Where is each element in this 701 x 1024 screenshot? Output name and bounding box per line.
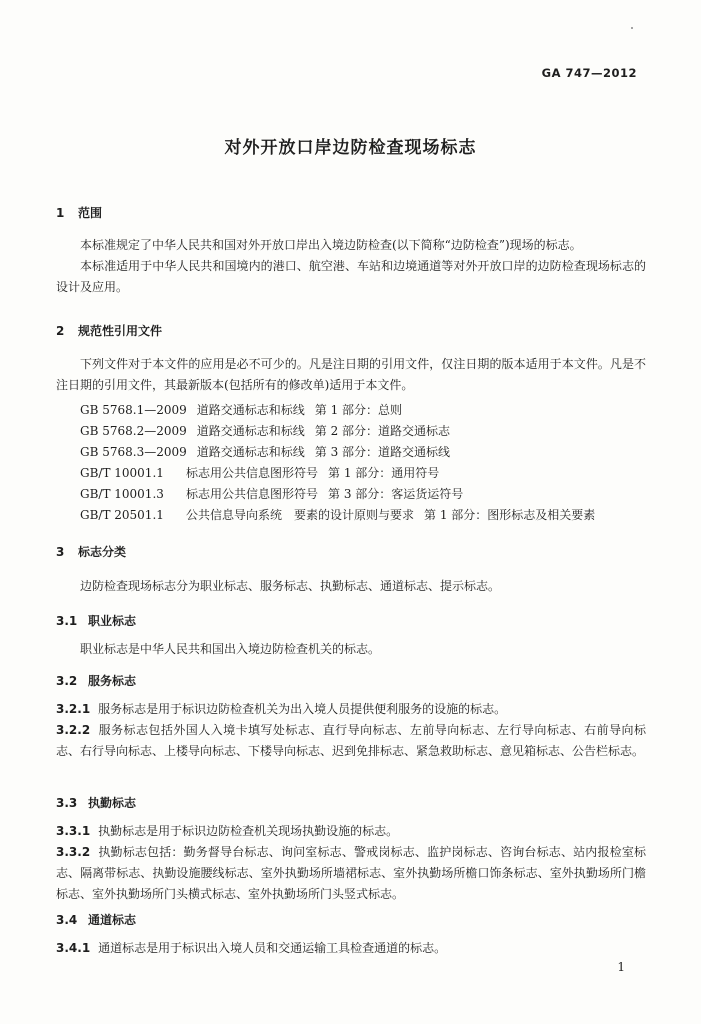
reference-item: GB/T 10001.1 标志用公共信息图形符号 第 1 部分：通用符号 — [80, 466, 440, 480]
section-3-para: 边防检查现场标志分为职业标志、服务标志、执勤标志、通道标志、提示标志。 — [80, 579, 501, 593]
clause-3-2-2: 3.2.2 服务标志包括外国人入境卡填写处标志、直行导向标志、左前导向标志、左行导向标志、右前导向标志、右行导向标志、上楼导向标志、下楼导向标志、迟到免排标志、紧急救助标志、意见箱标志、公告栏标志。 — [56, 723, 646, 758]
clause-3-4-1: 3.4.1 通道标志是用于标识出入境人员和交通运输工具检查通道的标志。 — [56, 941, 447, 955]
section-3-1-para: 职业标志是中华人民共和国出入境边防检查机关的标志。 — [80, 642, 381, 656]
section-3-4-heading — [56, 911, 136, 928]
section-number: 3.3 — [56, 796, 78, 810]
section-3-heading — [56, 543, 126, 560]
section-number: 3.4 — [56, 913, 78, 927]
section-3-1-heading — [56, 612, 136, 629]
standard-code: GA 747—2012 — [541, 66, 637, 80]
reference-item: GB 5768.2—2009 道路交通标志和标线 第 2 部分：道路交通标志 — [80, 424, 451, 438]
section-1-para-1: 本标准规定了中华人民共和国对外开放口岸出入境边防检查(以下简称“边防检查”)现场的标志。 — [80, 238, 582, 252]
section-number: 3.1 — [56, 614, 78, 628]
section-1-para-2: 本标准适用于中华人民共和国境内的港口、航空港、车站和边境通道等对外开放口岸的边防检查现场标志的设计及应用。 — [56, 259, 646, 294]
section-title: 范围 — [78, 206, 103, 220]
section-title: 服务标志 — [88, 674, 137, 688]
section-2-heading — [56, 322, 162, 339]
section-number: 3 — [56, 545, 65, 559]
reference-item: GB/T 20501.1 公共信息导向系统 要素的设计原则与要求 第 1 部分：图形标志及相关要素 — [80, 508, 596, 522]
normative-references-list — [80, 400, 595, 526]
section-3-3-heading — [56, 794, 136, 811]
section-title: 标志分类 — [78, 545, 127, 559]
clause-3-3-2: 3.3.2 执勤标志包括：勤务督导台标志、询问室标志、警戒岗标志、监护岗标志、咨询台标志、站内报检室标志、隔离带标志、执勤设施腰线标志、室外执勤场所墙裙标志、室外执勤场所檐口饰条标志、室外执勤场所门檐标志、室外执勤场所门头横式标志、室外执勤场所门头竖式标志。 — [56, 845, 646, 901]
reference-item: GB 5768.3—2009 道路交通标志和标线 第 3 部分：道路交通标线 — [80, 445, 451, 459]
reference-item: GB/T 10001.3 标志用公共信息图形符号 第 3 部分：客运货运符号 — [80, 487, 464, 501]
section-title: 通道标志 — [88, 913, 137, 927]
scan-speck — [631, 27, 633, 29]
section-number: 3.2 — [56, 674, 78, 688]
section-number: 1 — [56, 206, 65, 220]
section-1-heading — [56, 204, 102, 221]
section-title: 规范性引用文件 — [78, 324, 163, 338]
clause-3-3-1: 3.3.1 执勤标志是用于标识边防检查机关现场执勤设施的标志。 — [56, 824, 399, 838]
section-number: 2 — [56, 324, 65, 338]
page-number: 1 — [617, 960, 625, 974]
section-title: 职业标志 — [88, 614, 137, 628]
reference-item: GB 5768.1—2009 道路交通标志和标线 第 1 部分：总则 — [80, 403, 403, 417]
section-title: 执勤标志 — [88, 796, 137, 810]
document-title: 对外开放口岸边防检查现场标志 — [224, 138, 477, 158]
section-3-2-heading — [56, 672, 136, 689]
section-2-intro: 下列文件对于本文件的应用是必不可少的。凡是注日期的引用文件，仅注日期的版本适用于本文件。凡是不注日期的引用文件，其最新版本(包括所有的修改单)适用于本文件。 — [56, 357, 646, 392]
clause-3-2-1: 3.2.1 服务标志是用于标识边防检查机关为出入境人员提供便利服务的设施的标志。 — [56, 702, 507, 716]
